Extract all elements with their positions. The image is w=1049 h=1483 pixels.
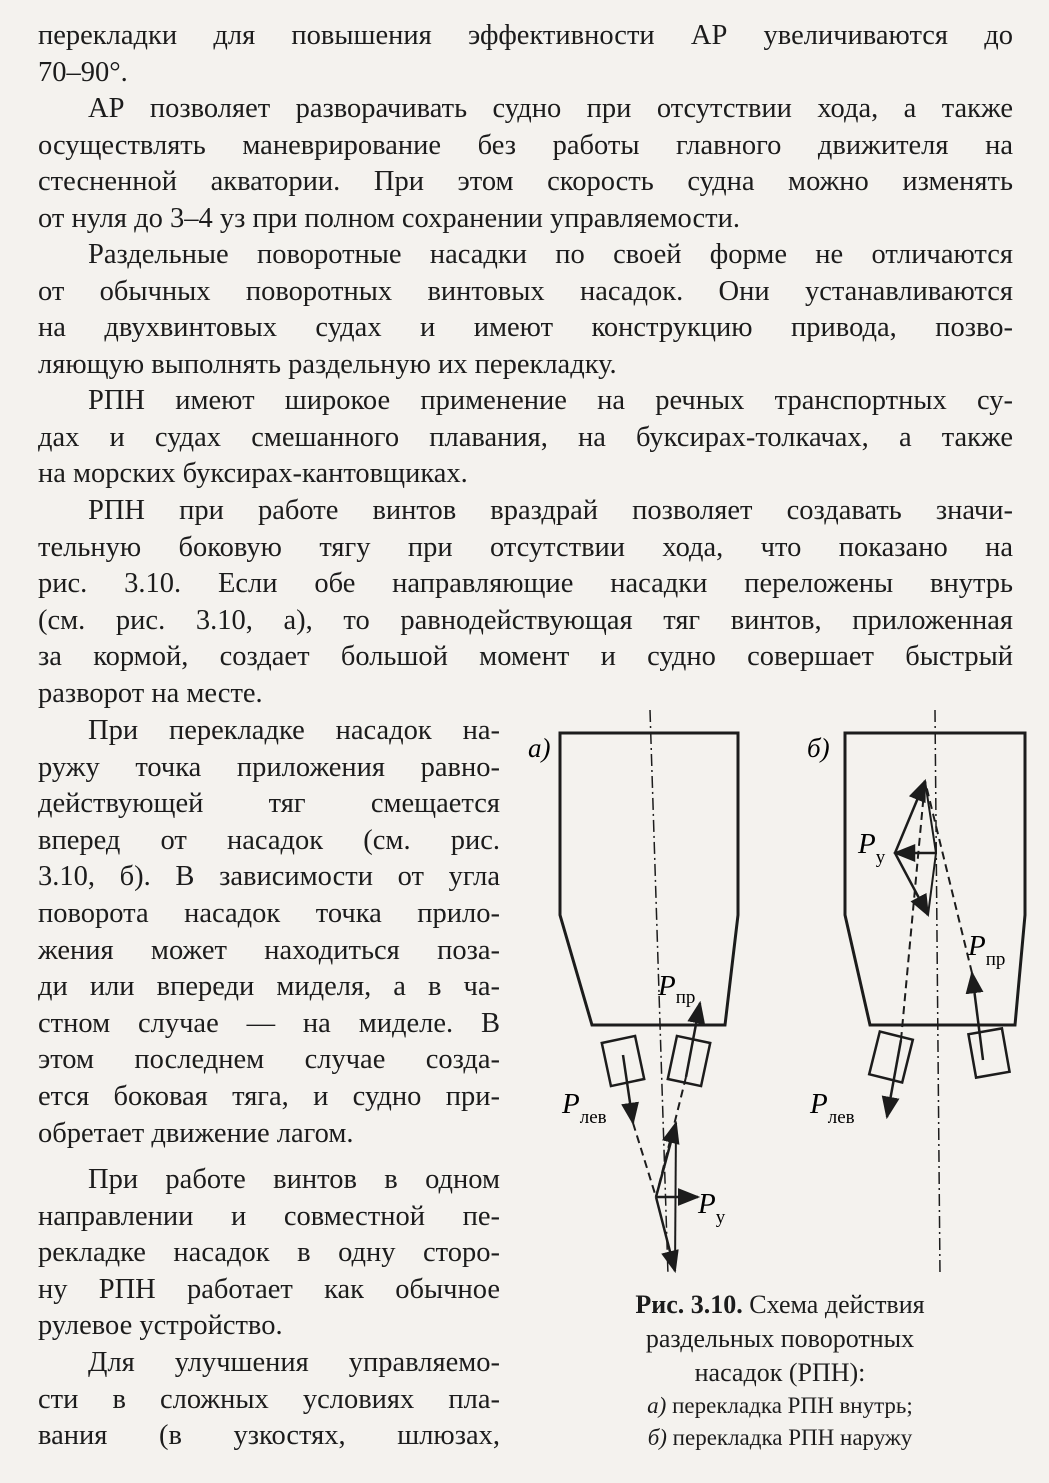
force-down-arrow-b	[895, 853, 928, 915]
paragraph	[38, 1162, 500, 1345]
caption-sub-text: перекладка РПН наружу	[666, 1425, 913, 1450]
text-line: ется боковая тяга, и судно при-	[38, 1080, 500, 1112]
centerline-b	[935, 710, 940, 1275]
text-line: АР позволяет разворачивать судно при отсутствии хода, а также	[88, 93, 1013, 124]
label-p-pr-b: $P_{пр}$	[968, 930, 1006, 970]
text-line: вания (в узкостях, шлюзах,	[38, 1420, 500, 1452]
nozzle-right-b	[968, 1028, 1009, 1077]
thrust-left-arrow-a	[623, 1055, 633, 1123]
text-line: стном случае — на миделе. В	[38, 1007, 500, 1039]
label-p-lev-b: $P_{лев}$	[810, 1088, 855, 1128]
text-line: за кормой, создает большой момент и судно совершает быстрый	[38, 641, 1013, 673]
caption-title-text: Схема действия	[742, 1290, 925, 1319]
figure-caption	[560, 1288, 1000, 1454]
parallelogram-side-b2	[928, 853, 936, 915]
text-line: РПН при работе винтов враздрай позволяет создавать значи-	[88, 495, 1013, 526]
caption-sub-letter: а)	[647, 1393, 667, 1418]
paragraph	[38, 18, 1013, 91]
text-line: ди или впереди миделя, а в ча-	[38, 971, 500, 1003]
force-up-arrow-b	[895, 781, 925, 853]
text-line: перекладки для повышения эффективности АР увеличиваются до	[38, 20, 1013, 51]
caption-line: насадок (РПН):	[694, 1358, 866, 1387]
nozzle-left-b	[869, 1032, 913, 1083]
caption-line: раздельных поворотных	[645, 1324, 915, 1353]
panel-a-label: а)	[528, 733, 551, 763]
caption-figure-number: Рис. 3.10.	[635, 1290, 743, 1319]
text-line: вперед от насадок (см. рис.	[38, 824, 500, 856]
text-line: При перекладке насадок на-	[88, 715, 500, 746]
text-line: ружу точка приложения равно-	[38, 751, 500, 783]
text-line: действующей тяг смещается	[38, 788, 500, 820]
text-line: дах и судах смешанного плавания, на буксирах-толкачах, а также	[38, 421, 1013, 453]
text-line: рекладке насадок в одну сторо-	[38, 1237, 500, 1269]
panel-a	[528, 710, 738, 1275]
paragraph	[38, 1345, 500, 1455]
text-line: направлении и совместной пе-	[38, 1200, 500, 1232]
text-line: обретает движение лагом.	[38, 1117, 354, 1149]
caption-subitem-a	[560, 1390, 1000, 1422]
text-line: от обычных поворотных винтовых насадок. Они устанавливаются	[38, 275, 1013, 307]
force-down-arrow-a	[656, 1197, 675, 1271]
dashed-ext-left-b	[901, 781, 925, 1040]
paragraph	[38, 91, 1013, 237]
paragraph	[38, 383, 1013, 493]
text-line: Раздельные поворотные насадки по своей форме не отличаются	[88, 239, 1013, 270]
force-up-arrow-a	[656, 1123, 676, 1197]
text-line: осуществлять маневрирование без работы главного движителя на	[38, 129, 1013, 161]
dashed-ext-left-a	[633, 1123, 656, 1197]
text-line: Для улучшения управляемо-	[88, 1347, 500, 1378]
hull-outline-a	[560, 733, 738, 1025]
text-line: сти в сложных условиях пла-	[38, 1383, 500, 1415]
label-p-lev-a: $P_{лев}$	[562, 1088, 607, 1128]
text-line: (см. рис. 3.10, а), то равнодействующая тяг винтов, приложенная	[38, 604, 1013, 636]
text-line: 3.10, б). В зависимости от угла	[38, 861, 500, 893]
thrust-right-arrow-b	[972, 973, 983, 1060]
text-line: рулевое устройство.	[38, 1310, 283, 1342]
caption-subitem-b	[560, 1422, 1000, 1454]
text-line: разворот на месте.	[38, 677, 263, 709]
text-line: 70–90°.	[38, 56, 128, 88]
text-line: на морских буксирах-кантовщиках.	[38, 458, 468, 490]
text-line: этом последнем случае созда-	[38, 1044, 500, 1076]
text-line: жения может находиться поза-	[38, 934, 500, 966]
text-line: РПН имеют широкое применение на речных транспортных су-	[88, 385, 1013, 416]
text-line: на двухвинтовых судах и имеют конструкцию привода, позво-	[38, 312, 1013, 344]
paragraph	[38, 493, 1013, 713]
text-line: рис. 3.10. Если обе направляющие насадки переложены внутрь	[38, 568, 1013, 600]
panel-b-label: б)	[807, 733, 830, 763]
caption-sub-letter: б)	[647, 1425, 667, 1450]
text-line: тельную боковую тягу при отсутствии хода, что показано на	[38, 531, 1013, 563]
caption-title	[560, 1288, 1000, 1322]
panel-b	[807, 710, 1025, 1275]
text-line: ляющую выполнять раздельную их перекладку.	[38, 348, 617, 380]
text-line: от нуля до 3–4 уз при полном сохранении управляемости.	[38, 202, 740, 234]
text-line: При работе винтов в одном	[88, 1164, 500, 1195]
paragraph	[38, 713, 500, 1152]
figure-3-10	[520, 705, 1040, 1295]
text-line: поворота насадок точка прило-	[38, 897, 500, 929]
label-p-pr-a: $P_{пр}$	[658, 970, 696, 1008]
label-p-y-b: $P_у$	[858, 828, 886, 868]
caption-sub-text: перекладка РПН внутрь;	[666, 1393, 913, 1418]
label-p-y-a: $P_у$	[698, 1188, 726, 1228]
text-line: стесненной акватории. При этом скорость судна можно изменять	[38, 166, 1013, 198]
paragraph	[38, 237, 1013, 383]
text-line: ну РПН работает как обычное	[38, 1273, 500, 1305]
